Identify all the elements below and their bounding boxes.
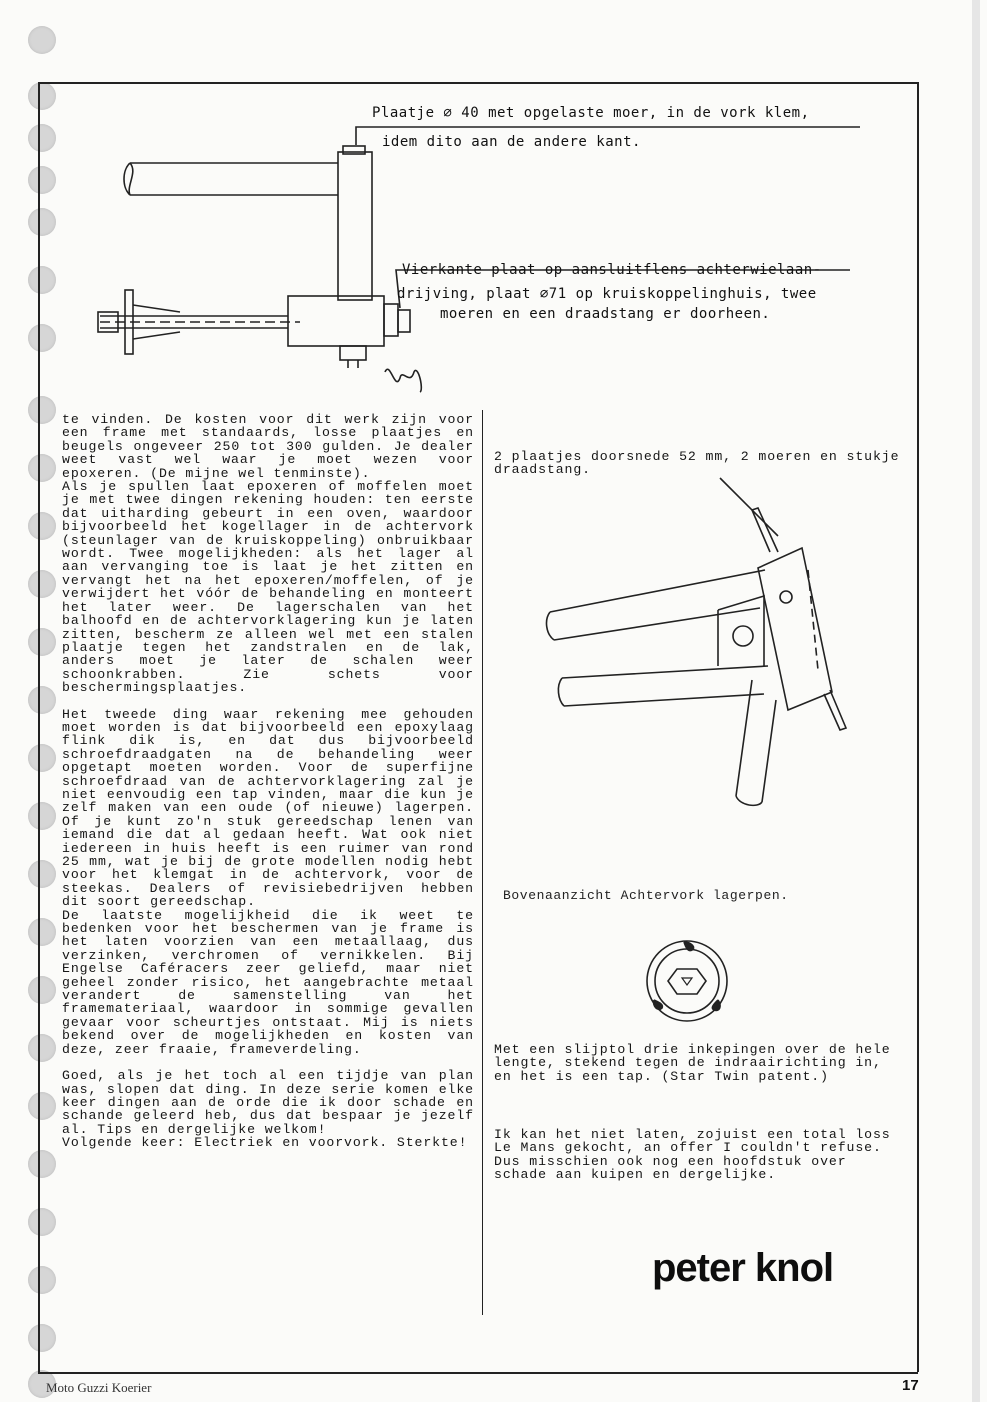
swingarm-sketch xyxy=(540,470,870,810)
top-sketch xyxy=(0,0,987,410)
left-column xyxy=(62,413,474,1150)
top-note-2-line-2: drijving, plaat ∅71 op kruiskoppelinghuis, twee xyxy=(397,286,817,302)
right-intro: 2 plaatjes doorsnede 52 mm, 2 moeren en stukje draadstang. xyxy=(494,449,900,478)
paragraph-1: te vinden. De kosten voor dit werk zijn voor een frame met standaards, losse plaatjes en beugels ongeveer 250 tot 300 gulden. Je dealer weet vast wel waar je moet wezen voor epoxeren. (De mijne wel tenminste). xyxy=(62,412,474,481)
top-note-2-line-1: Vierkante plaat op aansluitflens achterwielaan- xyxy=(402,262,822,278)
column-divider xyxy=(482,410,483,1315)
top-note-2-line-3: moeren en een draadstang er doorheen. xyxy=(440,306,771,322)
sketch-caption: Bovenaanzicht Achtervork lagerpen. xyxy=(503,888,789,903)
paragraph-6: Volgende keer: Electriek en voorvork. Sterkte! xyxy=(62,1135,468,1151)
page-number: 17 xyxy=(902,1377,919,1394)
tap-sketch xyxy=(644,938,730,1024)
tap-paragraph: Met een slijptol drie inkepingen over de hele lengte, stekend tegen de indraairichting in, en het is een tap. (Star Twin patent.) xyxy=(494,1042,891,1084)
paragraph-4: De laatste mogelijkheid die ik weet te bedenken voor het beschermen van je frame is het laten voorzien van een metaallaag, dus verzinken, verchromen of vernikkelen. Bij Engelse Caféracers zeer geliefd, maar niet geheel zonder risico, het aangebrachte metaal verandert de samenstelling van het framemateriaal, waardoor in sommige gevallen gevaar voor scheurtjes ontstaat. Mij is niets bekend over de mogelijkheden en kosten van deze, zeer fraaie, frameverdeling. xyxy=(62,907,474,1057)
closing-paragraph: Ik kan het niet laten, zojuist een total loss Le Mans gekocht, an offer I couldn't refuse. Dus misschien ook nog een hoofdstuk over schade aan kuipen en dergelijke. xyxy=(494,1127,891,1183)
paragraph-3: Het tweede ding waar rekening mee gehouden moet worden is dat bijvoorbeeld een epoxylaag flink dik is, en dat dus bijvoorbeeld schroefdraadgaten na de behandeling weer opgetapt moeten worden. Voor de superfijne schroefdraad van de achtervorklagering zal je niet eenvoudig een tap vinden, maar die kun je zelf maken van een oude (of nieuwe) lagerpen. Of je kunt zo'n stuk gereedschap lenen van iemand die dat al gedaan heeft. Wat ook niet iedereen in huis heeft is een ruimer van rond 25 mm, wat je bij de grote modellen nodig hebt voor het klemgat in de achtervork, voor de steekas. Dealers of revisiebedrijven hebben dit soort gereedschap. xyxy=(62,706,474,910)
magazine-name: Moto Guzzi Koerier xyxy=(46,1380,152,1395)
top-note-1-line-1: Plaatje ∅ 40 met opgelaste moer, in de vork klem, xyxy=(372,105,810,121)
top-note-1-line-2: idem dito aan de andere kant. xyxy=(382,134,641,150)
paragraph-2: Als je spullen laat epoxeren of moffelen moet je met twee dingen rekening houden: ten eerste dat uitharding gebeurt in een oven, waardoor bijvoorbeeld het kogellager in de achtervork (steunlager van de kruiskoppeling) onbruikbaar wordt. Twee mogelijkheden: als het lager al aan vervanging toe is laat je het zitten en vervangt het na het epoxeren/moffelen, of je verwijdert het vóór de behandeling en monteert het later weer. De lagerschalen van het balhoofd en de achtervorklagering kun je laten zitten, bescherm ze alleen wel met een stalen plaatje tegen het zandstralen en de lak, anders moet je later de schalen weer schoonkrabben. Zie schets voor beschermingsplaatjes. xyxy=(62,479,474,696)
author-signature: peter knol xyxy=(652,1246,834,1290)
frame-bottom-rule xyxy=(38,1372,918,1374)
paragraph-5: Goed, als je het toch al een tijdje van plan was, slopen dat ding. In deze serie komen elke keer dingen aan de orde die ik door schade en schande geleerd heb, dus dat bespaar je jezelf al. Tips en dergelijke welkom! xyxy=(62,1068,474,1137)
